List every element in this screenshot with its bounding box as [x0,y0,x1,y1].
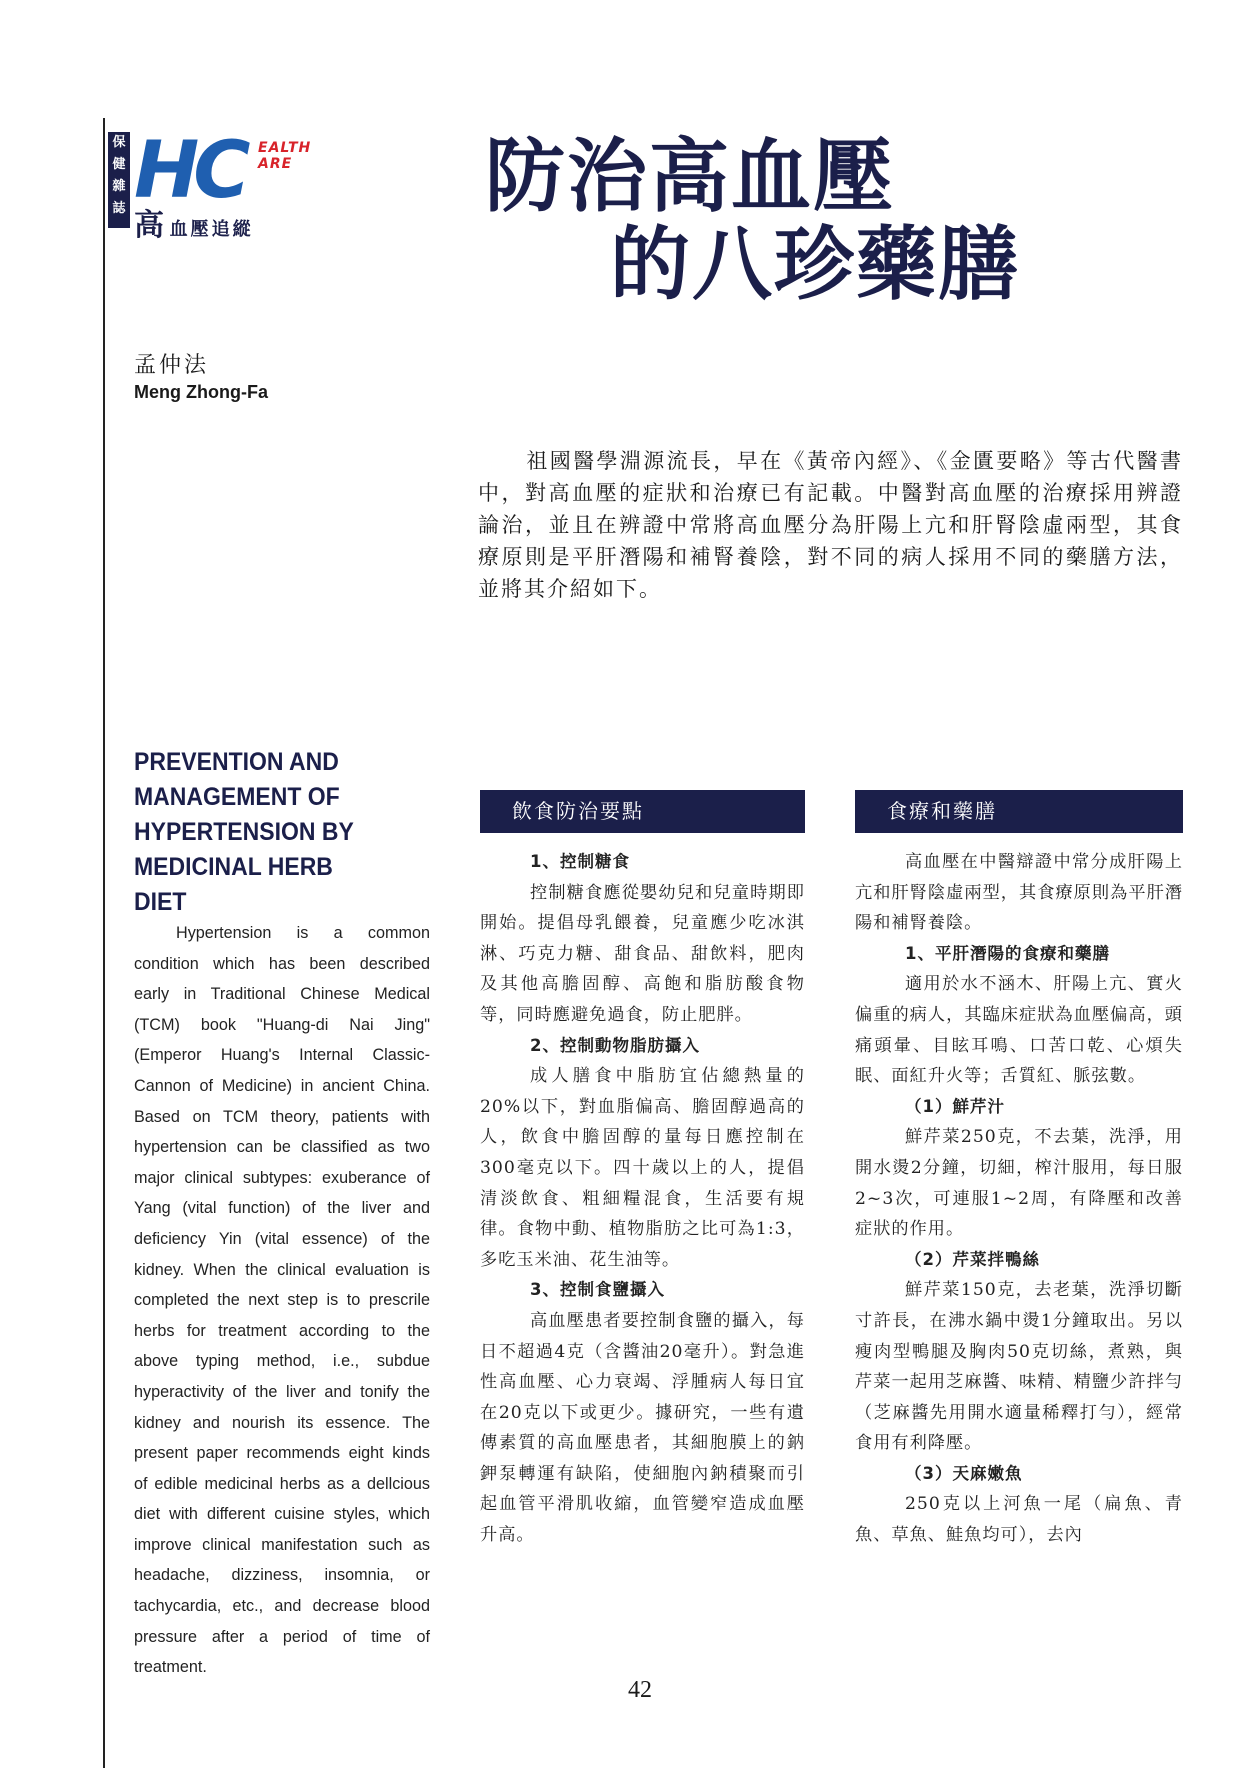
column-diet-therapy [855,790,1183,1551]
paragraph: 250克以上河魚一尾（扁魚、青魚、草魚、鮭魚均可），去內 [855,1494,1183,1546]
english-abstract: Hypertension is a common condition which has been described early in Traditional Chinese Medical (TCM) book "Huang-di Nai Jing"(Emperor Huang's Internal Classic-Cannon of Medicine) in ancient China. Based on TCM theory, patients with hypertension can be classified as two major clinical subtypes: exuberance of Yang (vital function) of the liver and deficiency Yin (vital essence) of the kidney. When the clinical evaluation is completed the next step is to prescrile herbs for treatment according to the above typing method, i.e., subdue hyperactivity of the liver and tonify the kidney and nourish its essence. The present paper recommends eight kinds of edible medicinal herbs as a dellcious diet with different cuisine styles, which improve clinical manifestation such as headache, dizziness, insomnia, or tachycardia, etc., and decrease blood pressure after a period of time of treatment. [134,924,430,1677]
section-heading: 飲食防治要點 [480,790,805,833]
article-title-line-2: 的八珍藥膳 [610,217,1020,311]
subheading: 1、控制糖食 [530,852,630,871]
paragraph: 鮮芹菜150克，去老葉，洗淨切斷寸許長，在沸水鍋中燙1分鐘取出。另以瘦肉型鴨腿及胸肉50克切絲，煮熟，與芹菜一起用芝麻醬、味精、精鹽少許拌勻（芝麻醬先用開水適量稀釋打勻），經常食用有利降壓。 [855,1280,1183,1454]
left-margin-rule [103,118,105,1768]
english-title: PREVENTION AND MANAGEMENT OF HYPERTENSION BY MEDICINAL HERB DIET [134,748,354,916]
magazine-logo [108,126,312,243]
paragraph: 高血壓患者要控制食鹽的攝入，每日不超過4克（含醬油20毫升）。對急進性高血壓、心力衰竭、浮腫病人每日宜在20克以下或更少。據研究，一些有遺傳素質的高血壓患者，其細胞膜上的鈉鉀泵轉運有缺陷，使細胞內鈉積聚而引起血管平滑肌收縮，血管變窄造成血壓升高。 [480,1310,805,1546]
subheading: 3、控制食鹽攝入 [530,1280,665,1300]
recipe-heading: （2）芹菜拌鴨絲 [905,1249,1040,1269]
column-diet-prevention [480,790,805,1551]
subheading: 1、平肝潛陽的食療和藥膳 [905,943,1110,963]
article-title-line-1: 防治高血壓 [485,129,895,223]
logo-mark: HC [134,126,245,216]
paragraph: 控制糖食應從嬰幼兒和兒童時期即開始。提倡母乳餵養，兒童應少吃冰淇淋、巧克力糖、甜食品、甜飲料，肥肉及其他高膽固醇、高飽和脂肪酸食物等，同時應避免過食，防止肥胖。 [480,882,805,1025]
author-chinese: 孟仲法 [134,353,210,378]
page-number: 42 [628,1677,652,1703]
paragraph: 鮮芹菜250克，不去葉，洗淨，用開水燙2分鐘，切細，榨汁服用，每日服2~3次，可連服1~2周，有降壓和改善症狀的作用。 [855,1127,1183,1240]
recipe-heading: （3）天麻嫩魚 [905,1463,1023,1483]
section-heading: 食療和藥膳 [855,790,1183,833]
subheading: 2、控制動物脂肪攝入 [530,1035,700,1055]
intro-paragraph: 祖國醫學淵源流長，早在《黃帝內經》、《金匱要略》等古代醫書中，對高血壓的症狀和治療已有記載。中醫對高血壓的治療採用辨證論治，並且在辨證中常將高血壓分為肝陽上亢和肝腎陰虛兩型，其食療原則是平肝潛陽和補腎養陰，對不同的病人採用不同的藥膳方法，並將其介紹如下。 [478,449,1183,601]
logo-mark-sub: EALTH ARE [258,140,312,172]
logo-section-label: 高 血壓追縱 [134,208,254,243]
paragraph: 適用於水不涵木、肝陽上亢、實火偏重的病人，其臨床症狀為血壓偏高，頭痛頭暈、目眩耳鳴、口苦口乾、心煩失眠、面紅升火等；舌質紅、脈弦數。 [855,974,1183,1087]
paragraph: 成人膳食中脂肪宜佔總熱量的20%以下，對血脂偏高、膽固醇過高的人，飲食中膽固醇的量每日應控制在300毫克以下。四十歲以上的人，提倡清淡飲食、粗細糧混食，生活要有規律。食物中動、植物脂肪之比可為1:3，多吃玉米油、花生油等。 [480,1066,805,1270]
logo-vertical-label: 保 健 雜 誌 [108,132,130,228]
paragraph: 高血壓在中醫辯證中常分成肝陽上亢和肝腎陰虛兩型，其食療原則為平肝潛陽和補腎養陰。 [855,852,1183,934]
author-english: Meng Zhong-Fa [134,382,268,402]
recipe-heading: （1）鮮芹汁 [905,1096,1005,1116]
